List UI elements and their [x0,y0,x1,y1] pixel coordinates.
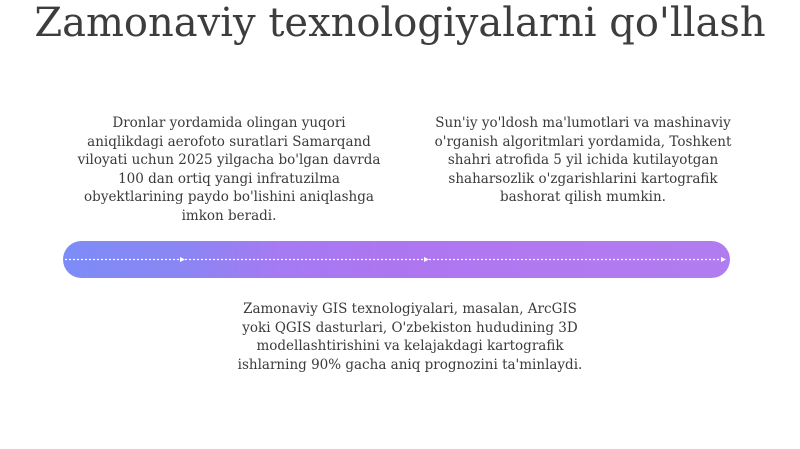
point-text-bottom: Zamonaviy GIS texnologiyalari, masalan, ArcGIS yoki QGIS dasturlari, O'zbekiston hududining 3D modellashtirishini va kelajakdagi kartografik ishlarning 90% gacha aniq prognozini ta'minlaydi. [237,301,583,373]
timeline-arrow-icon [721,257,726,262]
timeline-arrow-icon [180,257,185,262]
timeline-bar [63,241,730,278]
point-text-right: Sun'iy yo'ldosh ma'lumotlari va mashinaviy o'rganish algoritmlari yordamida, Toshkent shahri atrofida 5 yil ichida kutilayotgan shaharsozlik o'zgarishlarini kartografik bashorat qilish mumkin. [434,115,732,205]
timeline-track [63,241,730,278]
point-text-left: Dronlar yordamida olingan yuqori aniqlikdagi aerofoto suratlari Samarqand viloyati uchun 2025 yilgacha bo'lgan davrda 100 dan ortiq yangi infratuzilma obyektlarining paydo bo'lishini aniqlashga imkon beradi. [77,115,381,224]
timeline-arrow-icon [424,257,429,262]
slide-title: Zamonaviy texnologiyalarni qo'llash [34,0,766,46]
